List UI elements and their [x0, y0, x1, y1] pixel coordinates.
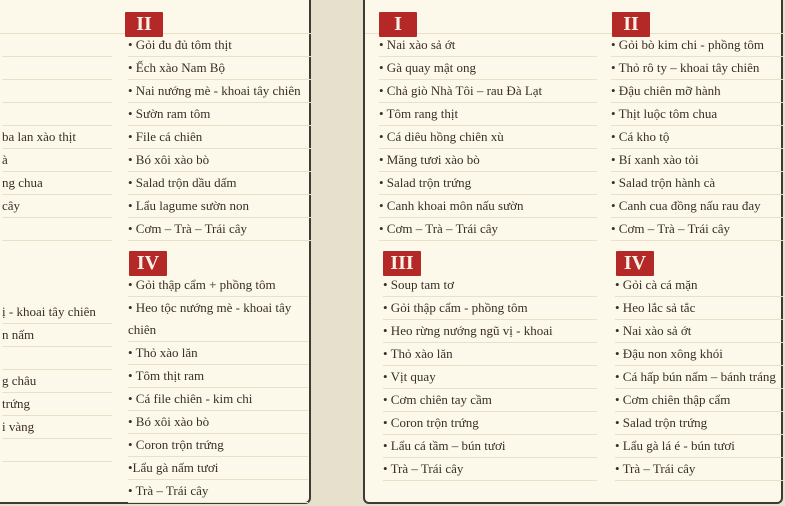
menu-item: • Gỏi cà cá mặn	[615, 274, 785, 297]
menu-item: • Thỏ xào lăn	[128, 342, 308, 365]
menu-item: • Cá kho tộ	[611, 126, 785, 149]
menu-item: • Cơm – Trà – Trái cây	[611, 218, 785, 241]
menu-number-badge: IV	[129, 251, 167, 276]
menu-item: • Nai nướng mè - khoai tây chiên	[128, 80, 313, 103]
menu-item: • Thỏ rô ty – khoai tây chiên	[611, 57, 785, 80]
menu-item: • Gà quay mật ong	[379, 57, 597, 80]
menu-item: • Cá hấp bún nấm – bánh tráng	[615, 366, 785, 389]
list-item	[2, 34, 112, 57]
menu-item: • Thịt luộc tôm chua	[611, 103, 785, 126]
menu-item: • Coron trộn trứng	[383, 412, 597, 435]
menu-item: • File cá chiên	[128, 126, 313, 149]
menu-item: • Lẩu lagume sườn non	[128, 195, 313, 218]
menu-item: • Trà – Trái cây	[128, 480, 308, 503]
menu-item: • Cơm – Trà – Trái cây	[379, 218, 597, 241]
menu-item: • Bó xôi xào bò	[128, 149, 313, 172]
list-item: n nấm	[2, 324, 112, 347]
menu-item: • Chả giò Nhà Tôi – rau Đà Lạt	[379, 80, 597, 103]
menu-list-II	[611, 34, 785, 241]
menu-item: • Sườn ram tôm	[128, 103, 313, 126]
menu-item: • Vịt quay	[383, 366, 597, 389]
menu-item: • Tôm thịt ram	[128, 365, 308, 388]
menu-item: • Gỏi đu đủ tôm thịt	[128, 34, 313, 57]
list-item: g châu	[2, 370, 112, 393]
menu-item: • Cá file chiên - kim chi	[128, 388, 308, 411]
list-item	[2, 439, 112, 462]
menu-item: • Heo lắc sả tắc	[615, 297, 785, 320]
menu-number-badge: IV	[616, 251, 654, 276]
menu-item: • Tôm rang thịt	[379, 103, 597, 126]
menu-item: • Salad trộn trứng	[615, 412, 785, 435]
menu-item: • Măng tươi xào bò	[379, 149, 597, 172]
list-item: cây	[2, 195, 112, 218]
menu-item: • Cá diêu hồng chiên xù	[379, 126, 597, 149]
list-item	[2, 347, 112, 370]
menu-item: • Salad trộn trứng	[379, 172, 597, 195]
menu-item: • Canh cua đồng nấu rau đay	[611, 195, 785, 218]
menu-number-badge: I	[379, 12, 417, 37]
list-item: i vàng	[2, 416, 112, 439]
menu-item: • Cơm chiên thập cẩm	[615, 389, 785, 412]
list-item	[2, 57, 112, 80]
menu-item: • Đậu non xông khói	[615, 343, 785, 366]
list-item	[2, 103, 112, 126]
list-item: ị - khoai tây chiên	[2, 301, 112, 324]
menu-item: • Heo rừng nướng ngũ vị - khoai	[383, 320, 597, 343]
menu-item: • Lẩu gà lá é - bún tươi	[615, 435, 785, 458]
menu-item: • Gỏi thập cẩm - phồng tôm	[383, 297, 597, 320]
menu-item: • Thỏ xào lăn	[383, 343, 597, 366]
list-item	[2, 218, 112, 241]
menu-item: •Lẩu gà nấm tươi	[128, 457, 308, 480]
menu-item: • Ếch xào Nam Bộ	[128, 57, 313, 80]
menu-list-II	[128, 34, 313, 241]
menu-item: • Đậu chiên mỡ hành	[611, 80, 785, 103]
list-item: ba lan xào thịt	[2, 126, 112, 149]
menu-item: • Bó xôi xào bò	[128, 411, 308, 434]
menu-list-I	[379, 34, 597, 241]
menu-item: • Lẩu cá tầm – bún tươi	[383, 435, 597, 458]
menu-fragment-top	[2, 34, 112, 241]
menu-item: • Soup tam tơ	[383, 274, 597, 297]
menu-number-badge: II	[125, 12, 163, 37]
menu-list-III	[383, 274, 597, 481]
list-item	[2, 80, 112, 103]
list-item: ng chua	[2, 172, 112, 195]
menu-card-right	[363, 0, 783, 504]
menu-card-left	[0, 0, 311, 504]
menu-fragment-bottom	[2, 301, 112, 462]
menu-list-IV	[615, 274, 785, 481]
menu-item: • Gỏi bò kim chi - phồng tôm	[611, 34, 785, 57]
menu-item: • Salad trộn dầu dấm	[128, 172, 313, 195]
menu-number-badge: II	[612, 12, 650, 37]
menu-item: • Salad trộn hành cà	[611, 172, 785, 195]
menu-item: • Cơm chiên tay cầm	[383, 389, 597, 412]
menu-item: • Trà – Trái cây	[615, 458, 785, 481]
menu-item: • Bí xanh xào tỏi	[611, 149, 785, 172]
menu-item: • Cơm – Trà – Trái cây	[128, 218, 313, 241]
menu-item: • Heo tộc nướng mè - khoai tây chiên	[128, 297, 308, 342]
list-item: trứng	[2, 393, 112, 416]
menu-item: • Gỏi thập cẩm + phồng tôm	[128, 274, 308, 297]
menu-item: • Coron trộn trứng	[128, 434, 308, 457]
menu-list-IV	[128, 274, 308, 503]
list-item: à	[2, 149, 112, 172]
menu-item: • Nai xào sả ớt	[379, 34, 597, 57]
menu-item: • Nai xào sả ớt	[615, 320, 785, 343]
menu-item: • Canh khoai môn nấu sườn	[379, 195, 597, 218]
menu-item: • Trà – Trái cây	[383, 458, 597, 481]
menu-number-badge: III	[383, 251, 421, 276]
